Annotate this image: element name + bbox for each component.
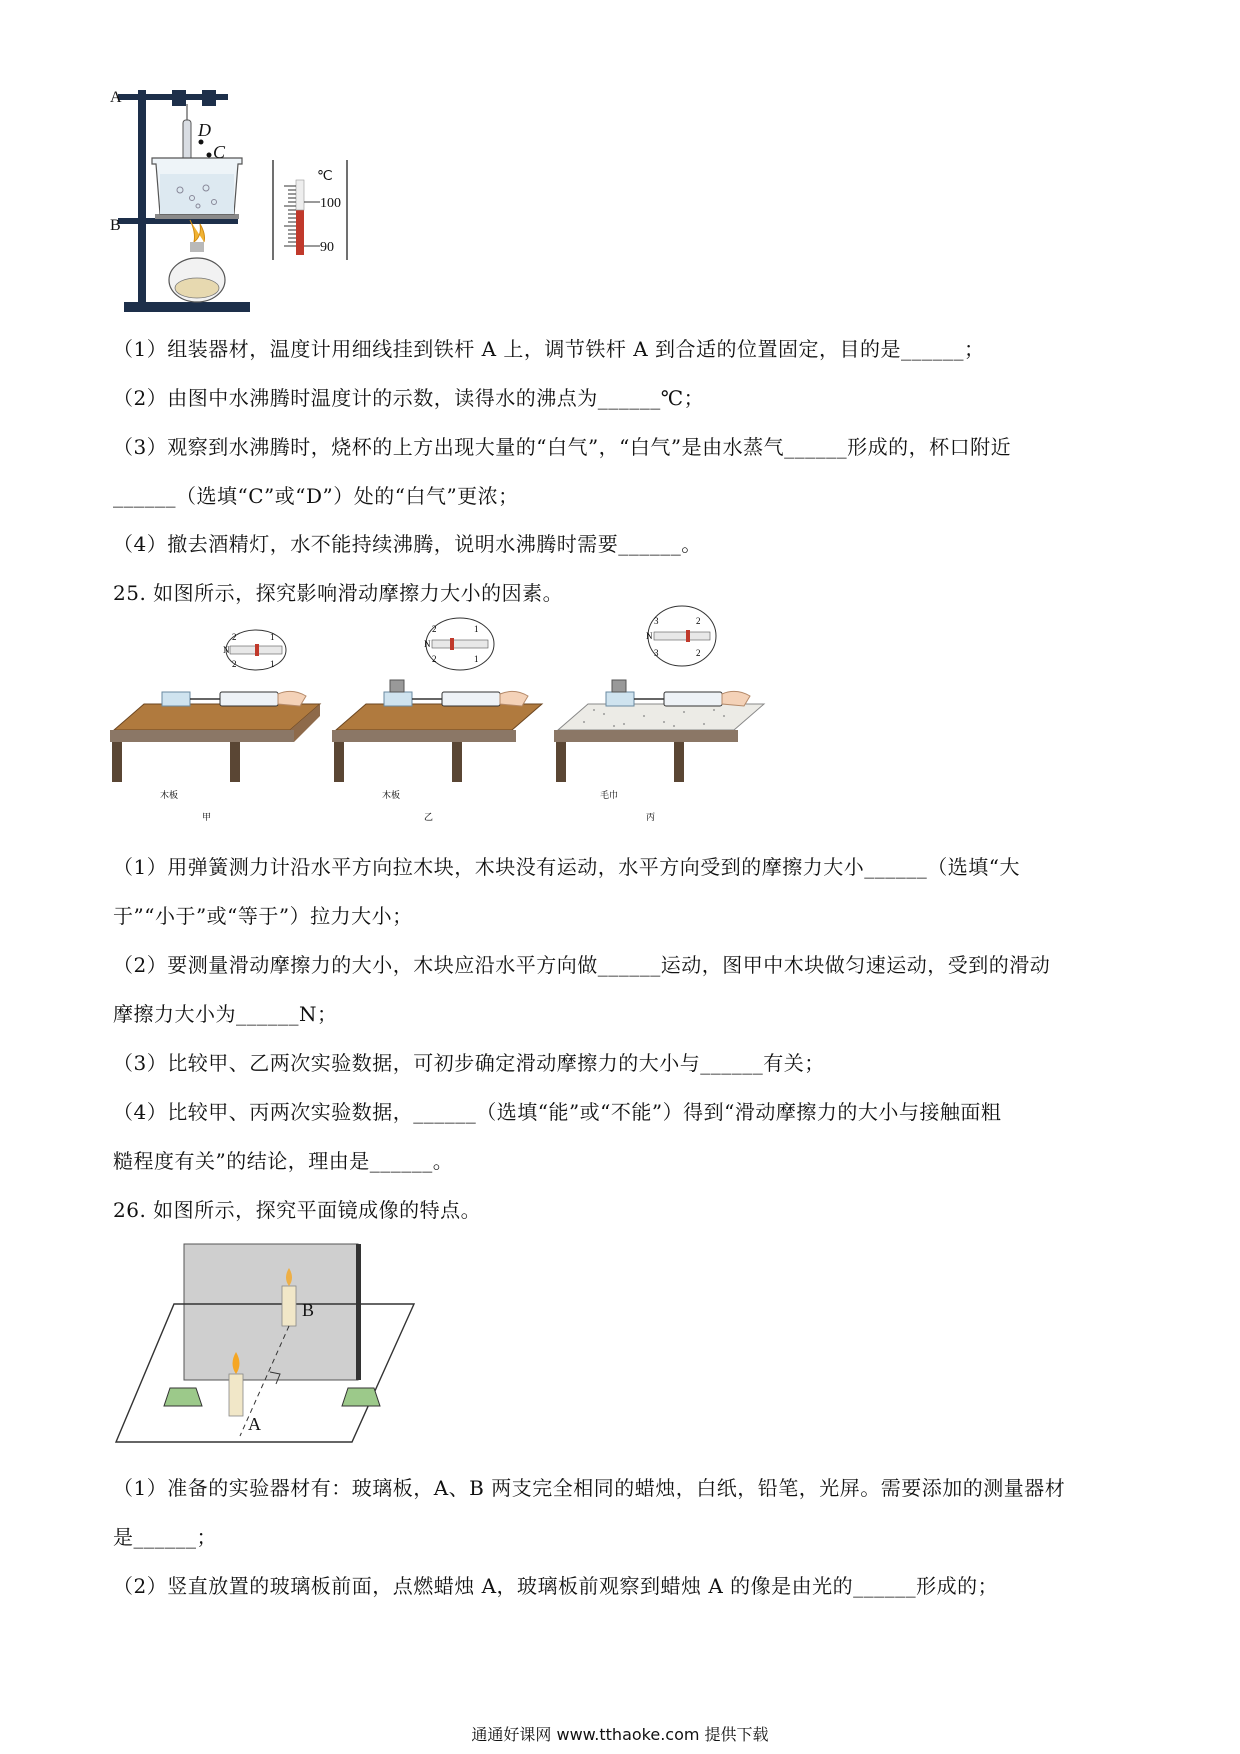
weight <box>390 680 404 692</box>
friction-experiment-figure <box>110 616 790 830</box>
label-a: A <box>110 89 122 106</box>
plane-mirror-figure <box>112 1240 422 1460</box>
svg-text:3: 3 <box>654 616 659 626</box>
label-c: C <box>213 142 226 162</box>
stand-base <box>124 302 250 312</box>
candle-b <box>282 1286 296 1326</box>
q26-part2: （2）竖直放置的玻璃板前面，点燃蜡烛 A，玻璃板前观察到蜡烛 A 的像是由光的______形成的； <box>113 1574 999 1598</box>
q25-part1-line2: 于”“小于”或“等于”）拉力大小； <box>113 904 413 928</box>
svg-text:N: N <box>223 645 230 655</box>
q25-part2-line1: （2）要测量滑动摩擦力的大小，木块应沿水平方向做______运动，图甲中木块做匀速运动，受到的滑动 <box>113 953 1051 977</box>
surface-label-jia: 木板 <box>160 790 179 800</box>
svg-text:2: 2 <box>696 616 701 626</box>
q24-part4: （4）撤去酒精灯，水不能持续沸腾，说明水沸腾时需要______。 <box>113 532 702 556</box>
q25-part2-line2: 摩擦力大小为______N； <box>113 1002 338 1026</box>
wood-block <box>162 692 190 706</box>
caption-jia: 甲 <box>202 812 212 822</box>
q24-part1: （1）组装器材，温度计用细线挂到铁杆 A 上，调节铁杆 A 到合适的位置固定，目的是______； <box>113 337 985 361</box>
point-d <box>199 140 204 145</box>
wood-board <box>336 704 542 730</box>
spring-scale <box>442 692 500 706</box>
svg-text:3: 3 <box>654 648 659 658</box>
thermometer-scale <box>273 160 347 260</box>
label-candle-a: A <box>248 1414 261 1434</box>
q26-title: 26. 如图所示，探究平面镜成像的特点。 <box>113 1198 482 1222</box>
point-c <box>207 153 212 158</box>
wood-block <box>606 692 634 706</box>
label-candle-b: B <box>302 1300 315 1320</box>
surface-label-bing: 毛巾 <box>600 790 619 800</box>
svg-text:N: N <box>424 639 431 649</box>
panel-yi <box>332 618 542 822</box>
wood-board <box>114 704 320 730</box>
svg-text:2: 2 <box>232 632 237 642</box>
spring-scale <box>664 692 722 706</box>
page-footer: 通通好课网 www.tthaoke.com 提供下载 <box>471 1725 769 1744</box>
svg-text:1: 1 <box>270 659 275 669</box>
svg-text:2: 2 <box>432 624 437 634</box>
q25-part4-line2: 糙程度有关”的结论，理由是______。 <box>113 1149 454 1173</box>
q25-part3: （3）比较甲、乙两次实验数据，可初步确定滑动摩擦力的大小与______有关； <box>113 1051 825 1075</box>
tick-90: 90 <box>320 240 334 255</box>
glass-plate <box>184 1244 358 1380</box>
wood-block <box>384 692 412 706</box>
q24-part2: （2）由图中水沸腾时温度计的示数，读得水的沸点为______℃； <box>113 386 705 410</box>
q25-title: 25. 如图所示，探究影响滑动摩擦力大小的因素。 <box>113 581 564 605</box>
towel <box>558 704 764 730</box>
caption-yi: 乙 <box>424 812 434 822</box>
q24-part3-line2: ______（选填“C”或“D”）处的“白气”更浓； <box>113 484 519 508</box>
tick-100: 100 <box>320 196 341 211</box>
q25-part1-line1: （1）用弹簧测力计沿水平方向拉木块，木块没有运动，水平方向受到的摩擦力大小______（选填“大 <box>113 855 1020 879</box>
svg-text:1: 1 <box>474 624 479 634</box>
q26-part1-line1: （1）准备的实验器材有：玻璃板，A、B 两支完全相同的蜡烛，白纸，铅笔，光屏。需要添加的测量器材 <box>113 1476 1066 1500</box>
stand-rod <box>138 90 146 312</box>
label-b: B <box>110 217 121 234</box>
weight <box>612 680 626 692</box>
thermometer-liquid <box>296 210 304 255</box>
svg-text:N: N <box>646 631 653 641</box>
candle-a <box>229 1374 243 1416</box>
label-d: D <box>198 120 211 140</box>
q25-part4-line1: （4）比较甲、丙两次实验数据，______（选填“能”或“不能”）得到“滑动摩擦力的大小与接触面粗 <box>113 1100 1002 1124</box>
svg-text:2: 2 <box>232 659 237 669</box>
panel-bing <box>554 606 764 822</box>
boiling-apparatus-figure <box>110 90 410 320</box>
q26-part1-line2: 是______； <box>113 1525 217 1549</box>
spring-scale <box>220 692 278 706</box>
caption-bing: 丙 <box>646 812 656 822</box>
svg-text:2: 2 <box>432 654 437 664</box>
panel-jia <box>110 630 320 822</box>
q24-part3-line1: （3）观察到水沸腾时，烧杯的上方出现大量的“白气”，“白气”是由水蒸气______形成的，杯口附近 <box>113 435 1012 459</box>
glass-stand-right <box>342 1388 380 1406</box>
surface-label-yi: 木板 <box>382 790 401 800</box>
svg-text:2: 2 <box>696 648 701 658</box>
glass-stand-left <box>164 1388 202 1406</box>
unit-celsius: ℃ <box>317 169 333 184</box>
svg-text:1: 1 <box>270 632 275 642</box>
svg-text:1: 1 <box>474 654 479 664</box>
